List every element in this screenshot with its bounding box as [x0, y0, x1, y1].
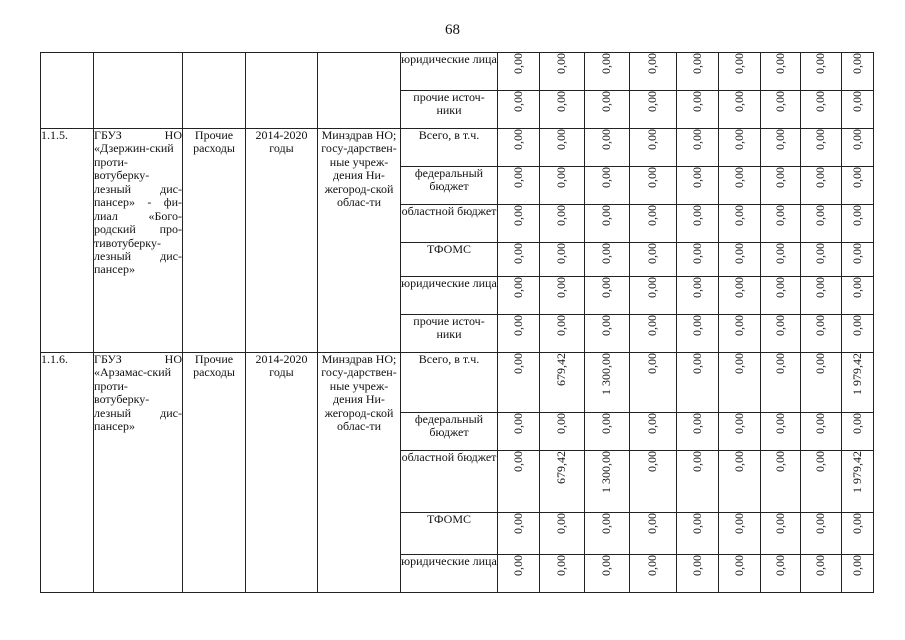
section-index: 1.1.6. [41, 353, 94, 593]
value-text: 0,00 [772, 205, 787, 226]
value-cell-section-2 [842, 513, 874, 555]
value-cell-section-1 [498, 167, 540, 205]
value-cell-section-1 [585, 315, 630, 353]
value-cell-section-2 [801, 555, 842, 593]
value-cell-section-2 [719, 451, 761, 513]
value-text: 0,00 [849, 555, 864, 576]
value-text: 0,00 [813, 277, 828, 298]
value-cell-section-2 [540, 513, 585, 555]
value-text: 0,00 [599, 167, 614, 188]
value-cell-section-1 [842, 315, 874, 353]
value-cell-section-2 [630, 451, 677, 513]
value-cell-section-2 [540, 413, 585, 451]
value-cell-section-2 [761, 451, 801, 513]
value-text: 0,00 [849, 167, 864, 188]
value-text: 0,00 [689, 413, 704, 434]
value-text: 0,00 [645, 167, 660, 188]
value-cell-section-1 [540, 129, 585, 167]
value-text: 0,00 [772, 555, 787, 576]
value-cell-section-2 [677, 555, 719, 593]
value-cell-section-2 [801, 353, 842, 413]
value-cell-section-2 [801, 513, 842, 555]
value-text: 0,00 [849, 53, 864, 74]
value-text: 0,00 [510, 205, 525, 226]
funding-source-label: областной бюджет [401, 205, 498, 243]
value-text: 0,00 [731, 315, 746, 336]
value-cell-section-1 [677, 315, 719, 353]
value-cell-section-1 [677, 277, 719, 315]
value-cell-section-1 [801, 205, 842, 243]
value-text: 0,00 [689, 129, 704, 150]
value-cell-section-1 [842, 205, 874, 243]
value-cell-section-2 [585, 353, 630, 413]
value-text: 0,00 [813, 451, 828, 472]
expense-type: Прочие расходы [183, 129, 246, 353]
value-text: 0,00 [731, 205, 746, 226]
value-text: 0,00 [731, 277, 746, 298]
value-text: 0,00 [645, 353, 660, 374]
value-text: 0,00 [731, 243, 746, 264]
page-number: 68 [445, 22, 460, 38]
value-cell-section-1 [498, 205, 540, 243]
organization-name: ГБУЗ НО «Дзержин-ский проти-вотуберку-лезный дис-пансер» - фи-лиал «Бого-родский про-тивотуберку-лезный дис-пансер» [94, 129, 183, 353]
value-text: 0,00 [645, 205, 660, 226]
value-text: 0,00 [554, 243, 569, 264]
value-text: 0,00 [849, 129, 864, 150]
value-text: 0,00 [510, 53, 525, 74]
value-text: 0,00 [510, 451, 525, 472]
value-text: 0,00 [645, 91, 660, 112]
value-cell-section-1 [842, 243, 874, 277]
value-cell-top [719, 53, 761, 91]
value-cell-top [801, 53, 842, 91]
value-text: 0,00 [849, 315, 864, 336]
value-text: 0,00 [772, 451, 787, 472]
value-text: 0,00 [731, 353, 746, 374]
value-cell-top [585, 91, 630, 129]
value-cell-section-1 [540, 315, 585, 353]
value-text: 0,00 [599, 91, 614, 112]
value-cell-section-2 [585, 513, 630, 555]
value-text: 0,00 [849, 205, 864, 226]
table-row [41, 129, 874, 167]
value-text: 0,00 [554, 315, 569, 336]
value-cell-section-1 [498, 315, 540, 353]
value-text: 0,00 [689, 451, 704, 472]
value-text: 0,00 [510, 315, 525, 336]
value-text: 0,00 [731, 129, 746, 150]
value-cell-section-2 [585, 555, 630, 593]
value-cell-top [842, 91, 874, 129]
funding-source-label: ТФОМС [401, 513, 498, 555]
value-cell-section-1 [842, 277, 874, 315]
value-cell-top [761, 53, 801, 91]
value-text: 0,00 [772, 513, 787, 534]
funding-source-label: федеральный бюджет [401, 413, 498, 451]
value-cell-top [498, 91, 540, 129]
value-cell-section-1 [719, 167, 761, 205]
value-cell-section-1 [540, 167, 585, 205]
value-text: 0,00 [554, 53, 569, 74]
value-cell-section-1 [585, 243, 630, 277]
value-cell-section-2 [842, 555, 874, 593]
value-cell-top [540, 91, 585, 129]
value-text: 0,00 [599, 129, 614, 150]
value-cell-section-2 [630, 555, 677, 593]
value-text: 0,00 [554, 413, 569, 434]
value-cell-section-2 [677, 413, 719, 451]
value-text: 0,00 [645, 315, 660, 336]
value-cell-section-1 [761, 167, 801, 205]
value-cell-section-1 [761, 315, 801, 353]
value-cell-section-1 [630, 205, 677, 243]
value-cell-top [719, 91, 761, 129]
value-cell-section-1 [801, 243, 842, 277]
value-cell-section-1 [677, 167, 719, 205]
value-cell-section-2 [719, 413, 761, 451]
index-cell [41, 53, 94, 129]
value-text: 0,00 [731, 167, 746, 188]
value-cell-section-1 [498, 129, 540, 167]
value-cell-section-1 [761, 129, 801, 167]
value-text: 0,00 [731, 413, 746, 434]
value-text: 0,00 [554, 91, 569, 112]
value-cell-section-2 [677, 353, 719, 413]
expense-type: Прочие расходы [183, 353, 246, 593]
value-text: 0,00 [731, 53, 746, 74]
value-cell-top [630, 91, 677, 129]
value-cell-section-1 [630, 243, 677, 277]
value-text: 0,00 [645, 53, 660, 74]
value-text: 0,00 [554, 277, 569, 298]
value-text: 0,00 [689, 513, 704, 534]
value-text: 0,00 [689, 315, 704, 336]
value-text: 0,00 [813, 315, 828, 336]
value-cell-section-2 [498, 513, 540, 555]
period: 2014-2020 годы [246, 353, 318, 593]
value-cell-section-1 [801, 167, 842, 205]
value-text: 0,00 [813, 555, 828, 576]
value-cell-section-2 [761, 555, 801, 593]
value-cell-section-1 [801, 277, 842, 315]
value-text: 0,00 [731, 451, 746, 472]
value-cell-section-2 [842, 353, 874, 413]
value-text: 0,00 [554, 205, 569, 226]
value-cell-section-2 [842, 451, 874, 513]
value-text: 0,00 [599, 277, 614, 298]
value-cell-section-1 [630, 315, 677, 353]
table-row [41, 353, 874, 413]
value-cell-section-1 [761, 277, 801, 315]
budget-table [40, 52, 874, 593]
budget-table-body [41, 53, 874, 593]
value-text: 0,00 [731, 91, 746, 112]
organization-name: ГБУЗ НО «Арзамас-ский проти-вотуберку-лезный дис-пансер» [94, 353, 183, 593]
value-text: 0,00 [645, 555, 660, 576]
funding-source-label: прочие источ-ники [401, 315, 498, 353]
value-text: 0,00 [510, 167, 525, 188]
value-text: 0,00 [554, 167, 569, 188]
funding-source-label: областной бюджет [401, 451, 498, 513]
value-text: 0,00 [772, 413, 787, 434]
value-cell-top [585, 53, 630, 91]
organization-cell [94, 53, 183, 129]
value-text: 0,00 [813, 91, 828, 112]
value-text: 0,00 [849, 91, 864, 112]
value-cell-section-1 [677, 129, 719, 167]
value-text: 0,00 [849, 277, 864, 298]
funding-source-label: юридические лица [401, 53, 498, 91]
value-cell-section-1 [585, 129, 630, 167]
value-text: 0,00 [849, 513, 864, 534]
value-text: 0,00 [645, 451, 660, 472]
value-text: 1 979,42 [849, 353, 864, 395]
value-text: 0,00 [645, 243, 660, 264]
value-cell-section-1 [801, 315, 842, 353]
funding-source-label: ТФОМС [401, 243, 498, 277]
value-text: 0,00 [689, 555, 704, 576]
value-text: 0,00 [554, 513, 569, 534]
value-text: 0,00 [813, 243, 828, 264]
value-cell-section-2 [630, 513, 677, 555]
value-text: 0,00 [689, 353, 704, 374]
value-text: 0,00 [813, 167, 828, 188]
value-text: 0,00 [813, 413, 828, 434]
value-cell-section-1 [630, 167, 677, 205]
value-cell-section-1 [761, 243, 801, 277]
section-index: 1.1.5. [41, 129, 94, 353]
period: 2014-2020 годы [246, 129, 318, 353]
responsible-party: Минздрав НО; госу-дарствен-ные учреж-дения Ни-жегород-ской облас-ти [318, 353, 401, 593]
funding-source-label: юридические лица [401, 555, 498, 593]
funding-source-label: юридические лица [401, 277, 498, 315]
value-cell-section-1 [677, 243, 719, 277]
value-cell-section-2 [719, 353, 761, 413]
value-text: 0,00 [813, 129, 828, 150]
value-cell-top [842, 53, 874, 91]
value-text: 0,00 [772, 243, 787, 264]
value-text: 0,00 [689, 53, 704, 74]
value-cell-section-1 [719, 129, 761, 167]
value-text: 0,00 [510, 243, 525, 264]
value-cell-section-1 [761, 205, 801, 243]
value-text: 0,00 [813, 53, 828, 74]
value-text: 0,00 [599, 53, 614, 74]
value-cell-section-1 [719, 277, 761, 315]
value-cell-top [540, 53, 585, 91]
value-text: 0,00 [731, 513, 746, 534]
value-cell-section-2 [498, 353, 540, 413]
value-text: 0,00 [554, 555, 569, 576]
value-cell-section-2 [801, 413, 842, 451]
value-text: 0,00 [599, 243, 614, 264]
value-text: 0,00 [849, 243, 864, 264]
value-text: 1 300,00 [599, 353, 614, 395]
value-text: 0,00 [510, 129, 525, 150]
value-cell-section-2 [719, 555, 761, 593]
value-cell-section-2 [761, 513, 801, 555]
value-cell-top [630, 53, 677, 91]
value-cell-section-2 [761, 413, 801, 451]
value-cell-section-2 [719, 513, 761, 555]
value-text: 0,00 [772, 53, 787, 74]
value-cell-section-1 [842, 167, 874, 205]
value-cell-section-2 [677, 451, 719, 513]
value-cell-section-1 [677, 205, 719, 243]
value-cell-section-1 [719, 205, 761, 243]
value-text: 0,00 [813, 205, 828, 226]
value-text: 0,00 [772, 129, 787, 150]
value-text: 0,00 [510, 353, 525, 374]
responsible-party: Минздрав НО; госу-дарствен-ные учреж-дения Ни-жегород-ской облас-ти [318, 129, 401, 353]
value-cell-section-2 [540, 353, 585, 413]
value-cell-section-2 [498, 413, 540, 451]
value-cell-section-2 [630, 353, 677, 413]
value-cell-section-1 [801, 129, 842, 167]
responsible-cell [318, 53, 401, 129]
value-text: 0,00 [645, 413, 660, 434]
funding-source-label: федеральный бюджет [401, 167, 498, 205]
value-text: 0,00 [689, 277, 704, 298]
value-text: 0,00 [510, 277, 525, 298]
value-cell-section-2 [677, 513, 719, 555]
value-cell-section-2 [498, 451, 540, 513]
value-text: 0,00 [554, 129, 569, 150]
value-text: 0,00 [599, 555, 614, 576]
value-text: 0,00 [599, 513, 614, 534]
value-cell-section-2 [540, 451, 585, 513]
value-text: 0,00 [599, 315, 614, 336]
value-cell-section-1 [719, 243, 761, 277]
value-cell-section-1 [630, 277, 677, 315]
value-cell-section-1 [540, 205, 585, 243]
value-cell-top [761, 91, 801, 129]
value-text: 0,00 [772, 277, 787, 298]
value-text: 0,00 [813, 353, 828, 374]
value-text: 0,00 [645, 513, 660, 534]
value-cell-top [498, 53, 540, 91]
value-text: 0,00 [849, 413, 864, 434]
value-cell-section-2 [801, 451, 842, 513]
value-cell-section-1 [585, 167, 630, 205]
value-text: 1 979,42 [849, 451, 864, 493]
value-text: 679,42 [554, 451, 569, 484]
funding-source-label: прочие источ-ники [401, 91, 498, 129]
value-cell-section-2 [842, 413, 874, 451]
value-text: 0,00 [689, 243, 704, 264]
value-cell-section-1 [540, 243, 585, 277]
table-row [41, 53, 874, 91]
value-cell-section-2 [585, 451, 630, 513]
value-text: 0,00 [772, 167, 787, 188]
funding-source-label: Всего, в т.ч. [401, 353, 498, 413]
value-text: 1 300,00 [599, 451, 614, 493]
value-cell-top [677, 91, 719, 129]
value-text: 0,00 [689, 205, 704, 226]
value-cell-section-2 [498, 555, 540, 593]
value-cell-section-1 [585, 205, 630, 243]
value-cell-section-1 [498, 277, 540, 315]
value-cell-section-2 [585, 413, 630, 451]
value-text: 0,00 [510, 555, 525, 576]
value-text: 0,00 [772, 91, 787, 112]
value-cell-section-1 [498, 243, 540, 277]
value-text: 0,00 [731, 555, 746, 576]
value-text: 0,00 [772, 353, 787, 374]
value-cell-section-1 [585, 277, 630, 315]
value-cell-top [801, 91, 842, 129]
value-text: 0,00 [813, 513, 828, 534]
value-text: 0,00 [510, 513, 525, 534]
value-cell-top [677, 53, 719, 91]
value-cell-section-1 [540, 277, 585, 315]
value-text: 0,00 [772, 315, 787, 336]
value-cell-section-2 [630, 413, 677, 451]
value-text: 0,00 [645, 129, 660, 150]
value-cell-section-2 [540, 555, 585, 593]
value-text: 0,00 [689, 91, 704, 112]
funding-source-label: Всего, в т.ч. [401, 129, 498, 167]
value-text: 0,00 [645, 277, 660, 298]
value-text: 0,00 [510, 91, 525, 112]
value-text: 0,00 [510, 413, 525, 434]
expense-type-cell [183, 53, 246, 129]
value-text: 0,00 [599, 413, 614, 434]
value-cell-section-1 [842, 129, 874, 167]
period-cell [246, 53, 318, 129]
value-cell-section-1 [719, 315, 761, 353]
value-text: 0,00 [599, 205, 614, 226]
value-cell-section-2 [761, 353, 801, 413]
value-text: 0,00 [689, 167, 704, 188]
value-cell-section-1 [630, 129, 677, 167]
value-text: 679,42 [554, 353, 569, 386]
